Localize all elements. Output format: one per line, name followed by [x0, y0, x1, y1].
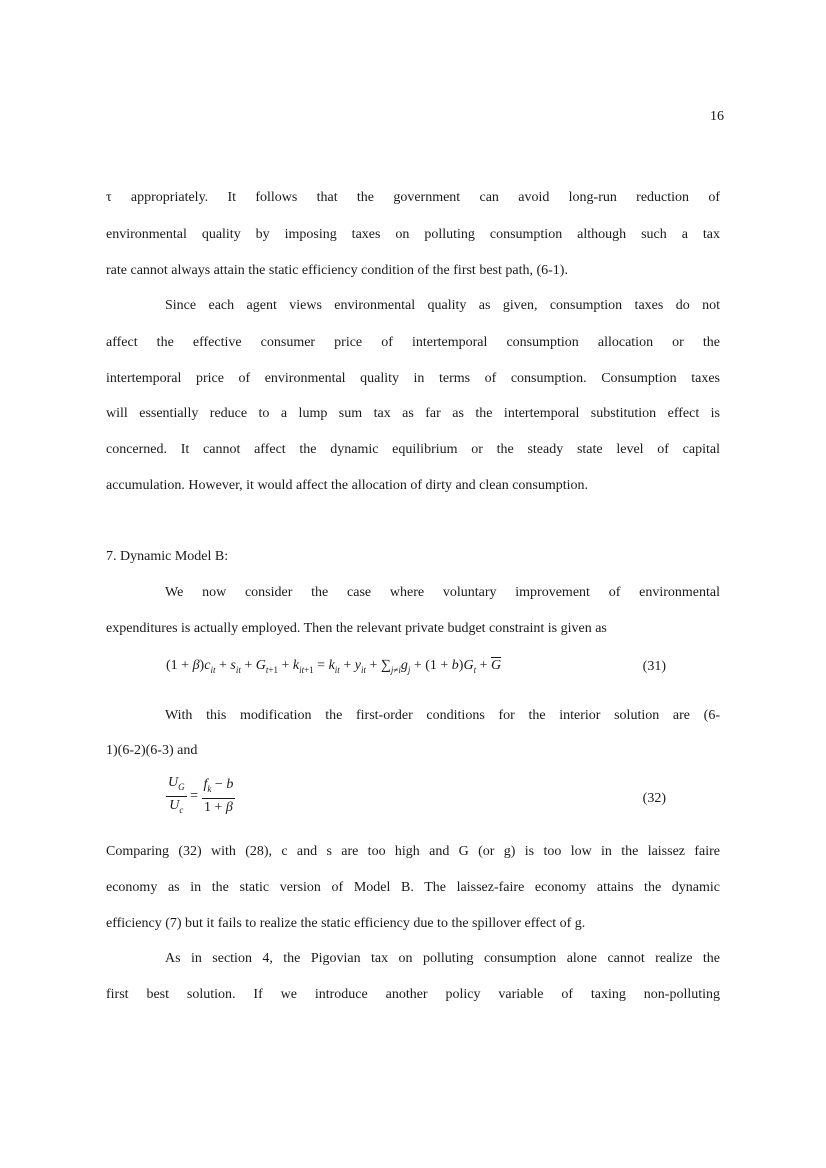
text-line: efficiency (7) but it fails to realize the static efficiency due to the spillover effect of g.: [106, 916, 586, 931]
text-line: rate cannot always attain the static efficiency condition of the first best path, (6-1).: [106, 263, 568, 278]
text-line: We now consider the case where voluntary improvement of environmental: [165, 585, 720, 600]
equation-31-number: (31): [642, 659, 666, 674]
text-line: intertemporal price of environmental quality in terms of consumption. Consumption taxes: [106, 371, 720, 386]
page-number: 16: [710, 109, 724, 124]
text-line: environmental quality by imposing taxes on polluting consumption although such a tax: [106, 227, 720, 242]
text-line: first best solution. If we introduce another policy variable of taxing non-polluting: [106, 987, 720, 1002]
text-line: expenditures is actually employed. Then the relevant private budget constraint is given as: [106, 621, 607, 636]
equation-31: $(1 + \beta)c_{it} + s_{it} + G_{t+1} + k_{it+1} = k_{it} + y_{it} + \sum_{j\ne i}g_j + (1 + b)G_t + \overline{G}$: [166, 658, 502, 675]
text-line: Since each agent views environmental quality as given, consumption taxes do not: [165, 298, 720, 313]
text-line: As in section 4, the Pigovian tax on polluting consumption alone cannot realize the: [165, 951, 720, 966]
text-line: will essentially reduce to a lump sum tax as far as the intertemporal substitution effect is: [106, 406, 720, 421]
equation-32: $\frac{U_G}{U_c}$ = $\frac{f_k - b}{1 + \beta}$: [168, 775, 234, 815]
text-line: affect the effective consumer price of intertemporal consumption allocation or the: [106, 335, 720, 350]
text-line: concerned. It cannot affect the dynamic equilibrium or the steady state level of capital: [106, 442, 720, 457]
text-line: 1)(6-2)(6-3) and: [106, 743, 198, 758]
text-line: τ appropriately. It follows that the government can avoid long-run reduction of: [106, 190, 720, 205]
section-heading: 7. Dynamic Model B:: [106, 549, 229, 564]
text-line: Comparing (32) with (28), c and s are too high and G (or g) is too low in the laissez faire: [106, 844, 720, 859]
text-line: With this modification the first-order conditions for the interior solution are (6-: [165, 708, 720, 723]
text-line: accumulation. However, it would affect the allocation of dirty and clean consumption.: [106, 478, 589, 493]
text-line: economy as in the static version of Model B. The laissez-faire economy attains the dynamic: [106, 880, 720, 895]
equation-32-number: (32): [642, 791, 666, 806]
